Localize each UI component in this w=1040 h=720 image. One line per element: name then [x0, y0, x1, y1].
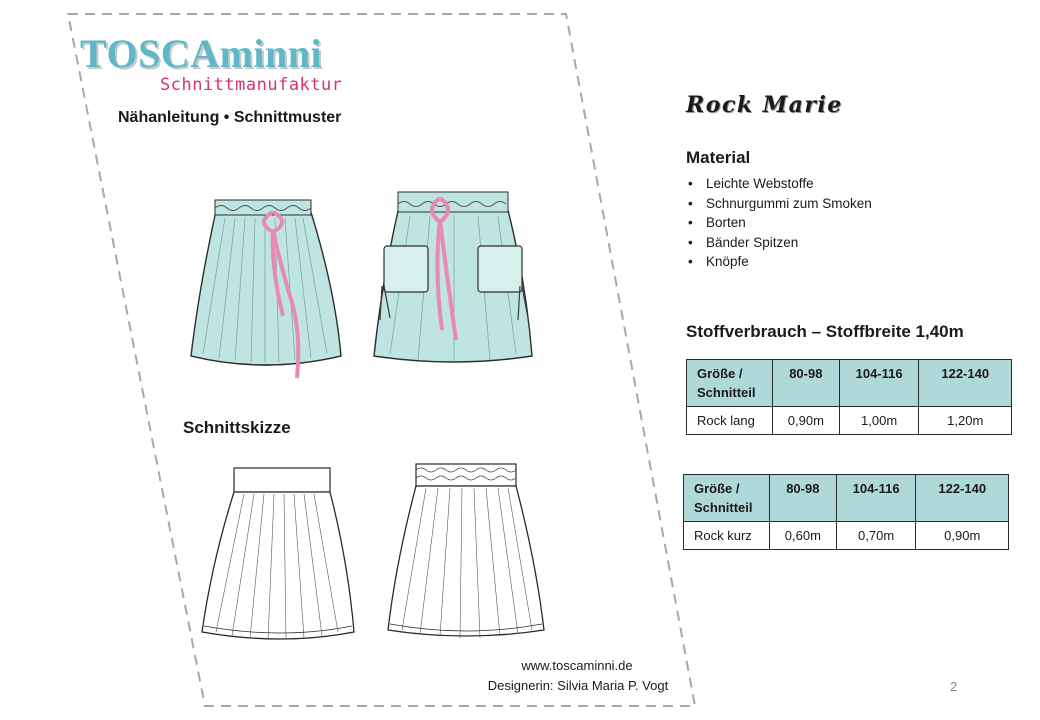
table-cell: 1,20m — [919, 407, 1012, 435]
table-header-row — [684, 475, 1009, 522]
fabric-table-short — [683, 474, 1009, 550]
table-cell: 0,90m — [916, 522, 1009, 550]
document-subtitle: Nähanleitung • Schnittmuster — [118, 109, 342, 126]
table-header-cell: 122-140 — [916, 475, 1009, 522]
designer-credit: Designerin: Silvia Maria P. Vogt — [487, 678, 669, 693]
material-item: • Bänder Spitzen — [686, 233, 872, 253]
brand-logo — [80, 30, 343, 95]
table-header-cell: 80-98 — [772, 360, 839, 407]
fabric-usage-heading: Stoffverbrauch – Stoffbreite 1,40m — [686, 322, 964, 341]
flat-sketch-front — [198, 462, 358, 650]
table-header-cell: 80-98 — [769, 475, 836, 522]
table-header-cell: 122-140 — [919, 360, 1012, 407]
material-item: • Leichte Webstoffe — [686, 174, 872, 194]
table-header-cell: 104-116 — [836, 475, 916, 522]
table-header-cell: Größe / Schnitteil — [684, 475, 770, 522]
table-cell: 0,60m — [769, 522, 836, 550]
document-title: Rock Marie — [686, 92, 843, 118]
table-cell: Rock lang — [687, 407, 773, 435]
brand-name: TOSCAminni — [80, 31, 323, 76]
material-heading: Material — [686, 148, 751, 167]
website-url: www.toscaminni.de — [521, 658, 633, 673]
material-item: • Schnurgummi zum Smoken — [686, 194, 872, 214]
page-number: 2 — [950, 679, 958, 694]
table-cell: 0,90m — [772, 407, 839, 435]
brand-tagline: Schnittmanufaktur — [160, 75, 343, 95]
skirt-illustration-front — [185, 188, 345, 388]
table-row — [684, 522, 1009, 550]
material-item: • Knöpfe — [686, 252, 872, 272]
table-header-cell: Größe / Schnitteil — [687, 360, 773, 407]
table-cell: 0,70m — [836, 522, 916, 550]
table-header-row — [687, 360, 1012, 407]
sketch-heading: Schnittskizze — [183, 418, 291, 437]
material-list — [686, 174, 872, 272]
table-header-cell: 104-116 — [839, 360, 919, 407]
fabric-table-long — [686, 359, 1012, 435]
table-row — [687, 407, 1012, 435]
table-cell: 1,00m — [839, 407, 919, 435]
flat-sketch-back — [382, 462, 550, 644]
material-item: • Borten — [686, 213, 872, 233]
skirt-illustration-back — [370, 190, 538, 368]
table-cell: Rock kurz — [684, 522, 770, 550]
